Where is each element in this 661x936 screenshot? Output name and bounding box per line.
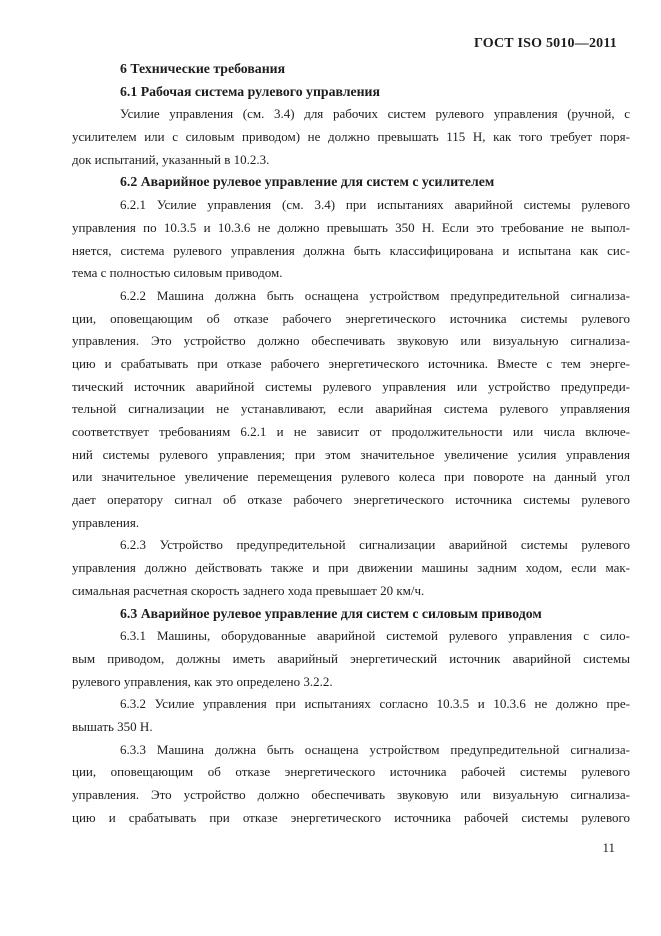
paragraph-line: вым приводом, должны иметь аварийный энергетический источник аварийной системы — [72, 650, 630, 666]
paragraph-line: ний системы рулевого управления; при этом значительное увеличение усилия управления — [72, 446, 630, 462]
paragraph-line: цию и срабатывать при отказе рабочего энергетического источника. Вместе с тем энерге- — [72, 355, 630, 371]
section-heading: 6.2 Аварийное рулевое управление для систем с усилителем — [120, 174, 495, 190]
paragraph-line: док испытаний, указанный в 10.2.3. — [72, 151, 270, 167]
paragraph-line: или значительное увеличение перемещения рулевого колеса при повороте на данный угол — [72, 469, 630, 485]
paragraph-line: вышать 350 Н. — [72, 718, 153, 734]
paragraph-line: симальная расчетная скорость заднего хода превышает 20 км/ч. — [72, 582, 425, 598]
paragraph-line: усилителем или с силовым приводом) не должно превышать 115 Н, как того требует поря- — [72, 129, 630, 145]
paragraph-line: соответствует требованиям 6.2.1 и не зависит от продолжительности или числа включе- — [72, 424, 630, 439]
paragraph-line: цию и срабатывать при отказе энергетического источника рабочей системы рулевого — [72, 809, 630, 825]
paragraph-line: тический источник аварийной системы рулевого управления или устройство предупреди- — [72, 378, 630, 394]
paragraph-line: тельной сигнализации не устанавливают, если аварийная система рулевого управляения — [72, 401, 630, 417]
paragraph-line: 6.3.2 Усилие управления при испытаниях согласно 10.3.5 и 10.3.6 не должно пре- — [120, 696, 630, 712]
paragraph-line: управления. Это устройство должно обеспечивать звуковую или визуальную сигнализа- — [72, 333, 630, 349]
paragraph-line: управления. Это устройство должно обеспечивать звуковую или визуальную сигнализа- — [72, 787, 630, 802]
paragraph-line: тема с полностью силовым приводом. — [72, 265, 283, 281]
paragraph-line: управления. — [72, 514, 140, 530]
paragraph-line: дает оператору сигнал об отказе рабочего энергетического источника системы рулевого — [72, 492, 630, 508]
page-number: 11 — [602, 840, 615, 855]
section-heading: 6 Технические требования — [120, 61, 286, 76]
paragraph-line: рулевого управления, как это определено 3.2.2. — [72, 673, 333, 689]
paragraph-line: 6.3.3 Машина должна быть оснащена устройством предупредительной сигнализа- — [120, 741, 630, 757]
paragraph-line: управления по 10.3.5 и 10.3.6 не должно превышать 350 Н. Если это требование не выпол- — [72, 219, 630, 235]
paragraph-line: Усилие управления (см. 3.4) для рабочих систем рулевого управления (ручной, с — [120, 106, 630, 122]
paragraph-line: 6.2.3 Устройство предупредительной сигнализации аварийной системы рулевого — [120, 537, 630, 553]
paragraph-line: управления должно действовать также и при движении машины задним ходом, если мак- — [72, 560, 630, 576]
paragraph-line: 6.3.1 Машины, оборудованные аварийной системой рулевого управления с сило- — [120, 628, 630, 644]
paragraph-line: ции, оповещающим об отказе рабочего энергетического источника системы рулевого — [72, 310, 630, 326]
section-heading: 6.1 Рабочая система рулевого управления — [120, 83, 380, 99]
document-header: ГОСТ ISO 5010—2011 — [473, 36, 617, 51]
paragraph-line: ции, оповещающим об отказе энергетического источника рабочей системы рулевого — [72, 764, 630, 780]
document-body — [72, 58, 630, 829]
paragraph-line: няется, система рулевого управления должна быть классифицирована и испытана как сис- — [72, 242, 630, 258]
paragraph-line: 6.2.1 Усилие управления (см. 3.4) при испытаниях аварийной системы рулевого — [120, 197, 630, 213]
section-heading: 6.3 Аварийное рулевое управление для систем с силовым приводом — [120, 605, 542, 621]
paragraph-line: 6.2.2 Машина должна быть оснащена устройством предупредительной сигнализа- — [120, 287, 630, 303]
